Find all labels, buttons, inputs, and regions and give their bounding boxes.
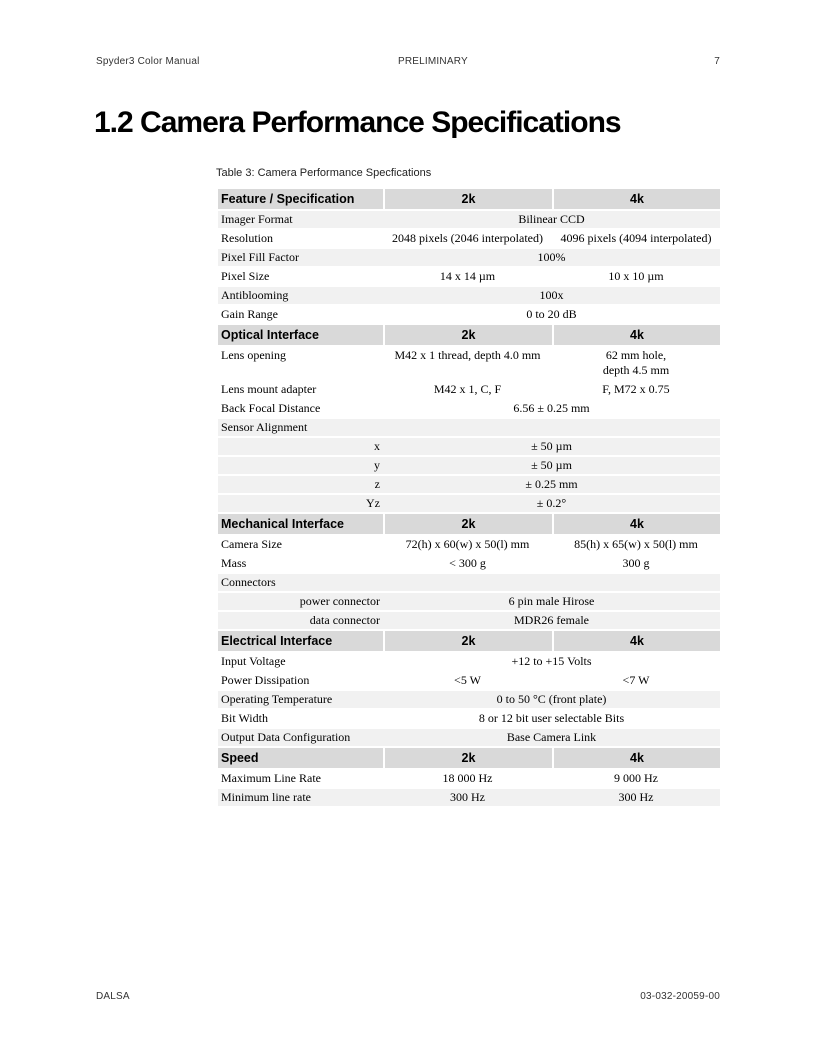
- section-header-optical: [218, 323, 720, 345]
- row-value-2k: 14 x 14 µm: [383, 266, 552, 285]
- section-title: Mechanical Interface: [218, 512, 383, 534]
- row-value: ± 50 µm: [383, 436, 720, 455]
- section-title: Feature / Specification: [218, 187, 383, 209]
- header-status: PRELIMINARY: [398, 56, 468, 67]
- section-title: Speed: [218, 746, 383, 768]
- row-value: 100x: [383, 285, 720, 304]
- row-label: Yz: [218, 493, 383, 512]
- row-label: Input Voltage: [218, 651, 383, 670]
- table-row: [218, 553, 720, 572]
- row-value: ± 50 µm: [383, 455, 720, 474]
- row-value: +12 to +15 Volts: [383, 651, 720, 670]
- row-value: ± 0.25 mm: [383, 474, 720, 493]
- row-value-empty: [383, 417, 720, 436]
- row-label: y: [218, 455, 383, 474]
- row-label: Pixel Fill Factor: [218, 247, 383, 266]
- row-value: 8 or 12 bit user selectable Bits: [383, 708, 720, 727]
- row-value-2k: 72(h) x 60(w) x 50(l) mm: [383, 534, 552, 553]
- row-label: z: [218, 474, 383, 493]
- column-header-2k: 2k: [383, 746, 552, 768]
- row-value-2k: 18 000 Hz: [383, 768, 552, 787]
- row-label: Pixel Size: [218, 266, 383, 285]
- row-label: Output Data Configuration: [218, 727, 383, 746]
- table-row: [218, 534, 720, 553]
- table-row: [218, 689, 720, 708]
- row-value-4k-line1: 62 mm hole,: [605, 348, 667, 362]
- section-header-electrical: [218, 629, 720, 651]
- column-header-2k: 2k: [383, 512, 552, 534]
- table-row: [218, 474, 720, 493]
- row-label: Lens opening: [218, 345, 383, 379]
- row-value: MDR26 female: [383, 610, 720, 629]
- row-label: Lens mount adapter: [218, 379, 383, 398]
- row-value-4k: 300 Hz: [552, 787, 720, 806]
- table-row: [218, 651, 720, 670]
- table-row: [218, 493, 720, 512]
- row-label: Back Focal Distance: [218, 398, 383, 417]
- row-label: power connector: [218, 591, 383, 610]
- row-value-4k: 4096 pixels (4094 interpolated): [552, 228, 720, 247]
- row-value-4k-line2: depth 4.5 mm: [602, 363, 670, 377]
- table-row: [218, 768, 720, 787]
- row-value-2k: 2048 pixels (2046 interpolated): [383, 228, 552, 247]
- page-number: 7: [714, 56, 720, 67]
- row-label: data connector: [218, 610, 383, 629]
- table-row: [218, 708, 720, 727]
- row-value: 6.56 ± 0.25 mm: [383, 398, 720, 417]
- row-label: Sensor Alignment: [218, 417, 383, 436]
- row-value: ± 0.2°: [383, 493, 720, 512]
- footer-company: DALSA: [96, 991, 130, 1002]
- table-row: [218, 572, 720, 591]
- row-label: Imager Format: [218, 209, 383, 228]
- section-title: Electrical Interface: [218, 629, 383, 651]
- section-header-mechanical: [218, 512, 720, 534]
- row-value-2k: <5 W: [383, 670, 552, 689]
- row-label: Minimum line rate: [218, 787, 383, 806]
- row-label: Mass: [218, 553, 383, 572]
- row-value-4k: F, M72 x 0.75: [552, 379, 720, 398]
- row-label: Bit Width: [218, 708, 383, 727]
- column-header-4k: 4k: [552, 512, 720, 534]
- row-value-4k: 9 000 Hz: [552, 768, 720, 787]
- table-row: [218, 398, 720, 417]
- column-header-4k: 4k: [552, 629, 720, 651]
- row-value: 0 to 20 dB: [383, 304, 720, 323]
- row-value: Bilinear CCD: [383, 209, 720, 228]
- row-value: 100%: [383, 247, 720, 266]
- row-label: Resolution: [218, 228, 383, 247]
- table-row: [218, 379, 720, 398]
- row-value-2k: M42 x 1, C, F: [383, 379, 552, 398]
- section-header-speed: [218, 746, 720, 768]
- row-label: Gain Range: [218, 304, 383, 323]
- row-value-4k: 85(h) x 65(w) x 50(l) mm: [552, 534, 720, 553]
- table-row: [218, 228, 720, 247]
- table-row: [218, 417, 720, 436]
- table-row: [218, 247, 720, 266]
- section-header-feature: [218, 187, 720, 209]
- row-value-4k: 10 x 10 µm: [552, 266, 720, 285]
- table-row: [218, 670, 720, 689]
- spec-table: [218, 187, 720, 806]
- row-value-2k: 300 Hz: [383, 787, 552, 806]
- table-row: [218, 727, 720, 746]
- row-label: Connectors: [218, 572, 383, 591]
- table-row: [218, 266, 720, 285]
- row-value-2k: M42 x 1 thread, depth 4.0 mm: [383, 345, 552, 379]
- row-label: Antiblooming: [218, 285, 383, 304]
- table-row: [218, 455, 720, 474]
- row-value-4k: 300 g: [552, 553, 720, 572]
- row-value: 0 to 50 °C (front plate): [383, 689, 720, 708]
- column-header-4k: 4k: [552, 746, 720, 768]
- column-header-2k: 2k: [383, 629, 552, 651]
- table-row: [218, 436, 720, 455]
- table-row: [218, 285, 720, 304]
- row-label: Camera Size: [218, 534, 383, 553]
- column-header-4k: 4k: [552, 187, 720, 209]
- table-row: [218, 787, 720, 806]
- table-row: [218, 304, 720, 323]
- table-row: [218, 209, 720, 228]
- section-title: Optical Interface: [218, 323, 383, 345]
- row-value-4k: <7 W: [552, 670, 720, 689]
- row-value-2k: < 300 g: [383, 553, 552, 572]
- page-title: 1.2 Camera Performance Specifications: [94, 106, 621, 139]
- column-header-4k: 4k: [552, 323, 720, 345]
- footer-document-number: 03-032-20059-00: [640, 991, 720, 1002]
- row-value: 6 pin male Hirose: [383, 591, 720, 610]
- column-header-2k: 2k: [383, 323, 552, 345]
- row-value-4k: [552, 345, 720, 379]
- row-label: x: [218, 436, 383, 455]
- table-row: [218, 610, 720, 629]
- row-value: Base Camera Link: [383, 727, 720, 746]
- row-label: Power Dissipation: [218, 670, 383, 689]
- table-row: [218, 591, 720, 610]
- row-label: Maximum Line Rate: [218, 768, 383, 787]
- row-label: Operating Temperature: [218, 689, 383, 708]
- table-caption: Table 3: Camera Performance Specfications: [216, 167, 432, 179]
- header-manual-title: Spyder3 Color Manual: [96, 56, 200, 67]
- column-header-2k: 2k: [383, 187, 552, 209]
- row-value-empty: [383, 572, 720, 591]
- table-row: [218, 345, 720, 379]
